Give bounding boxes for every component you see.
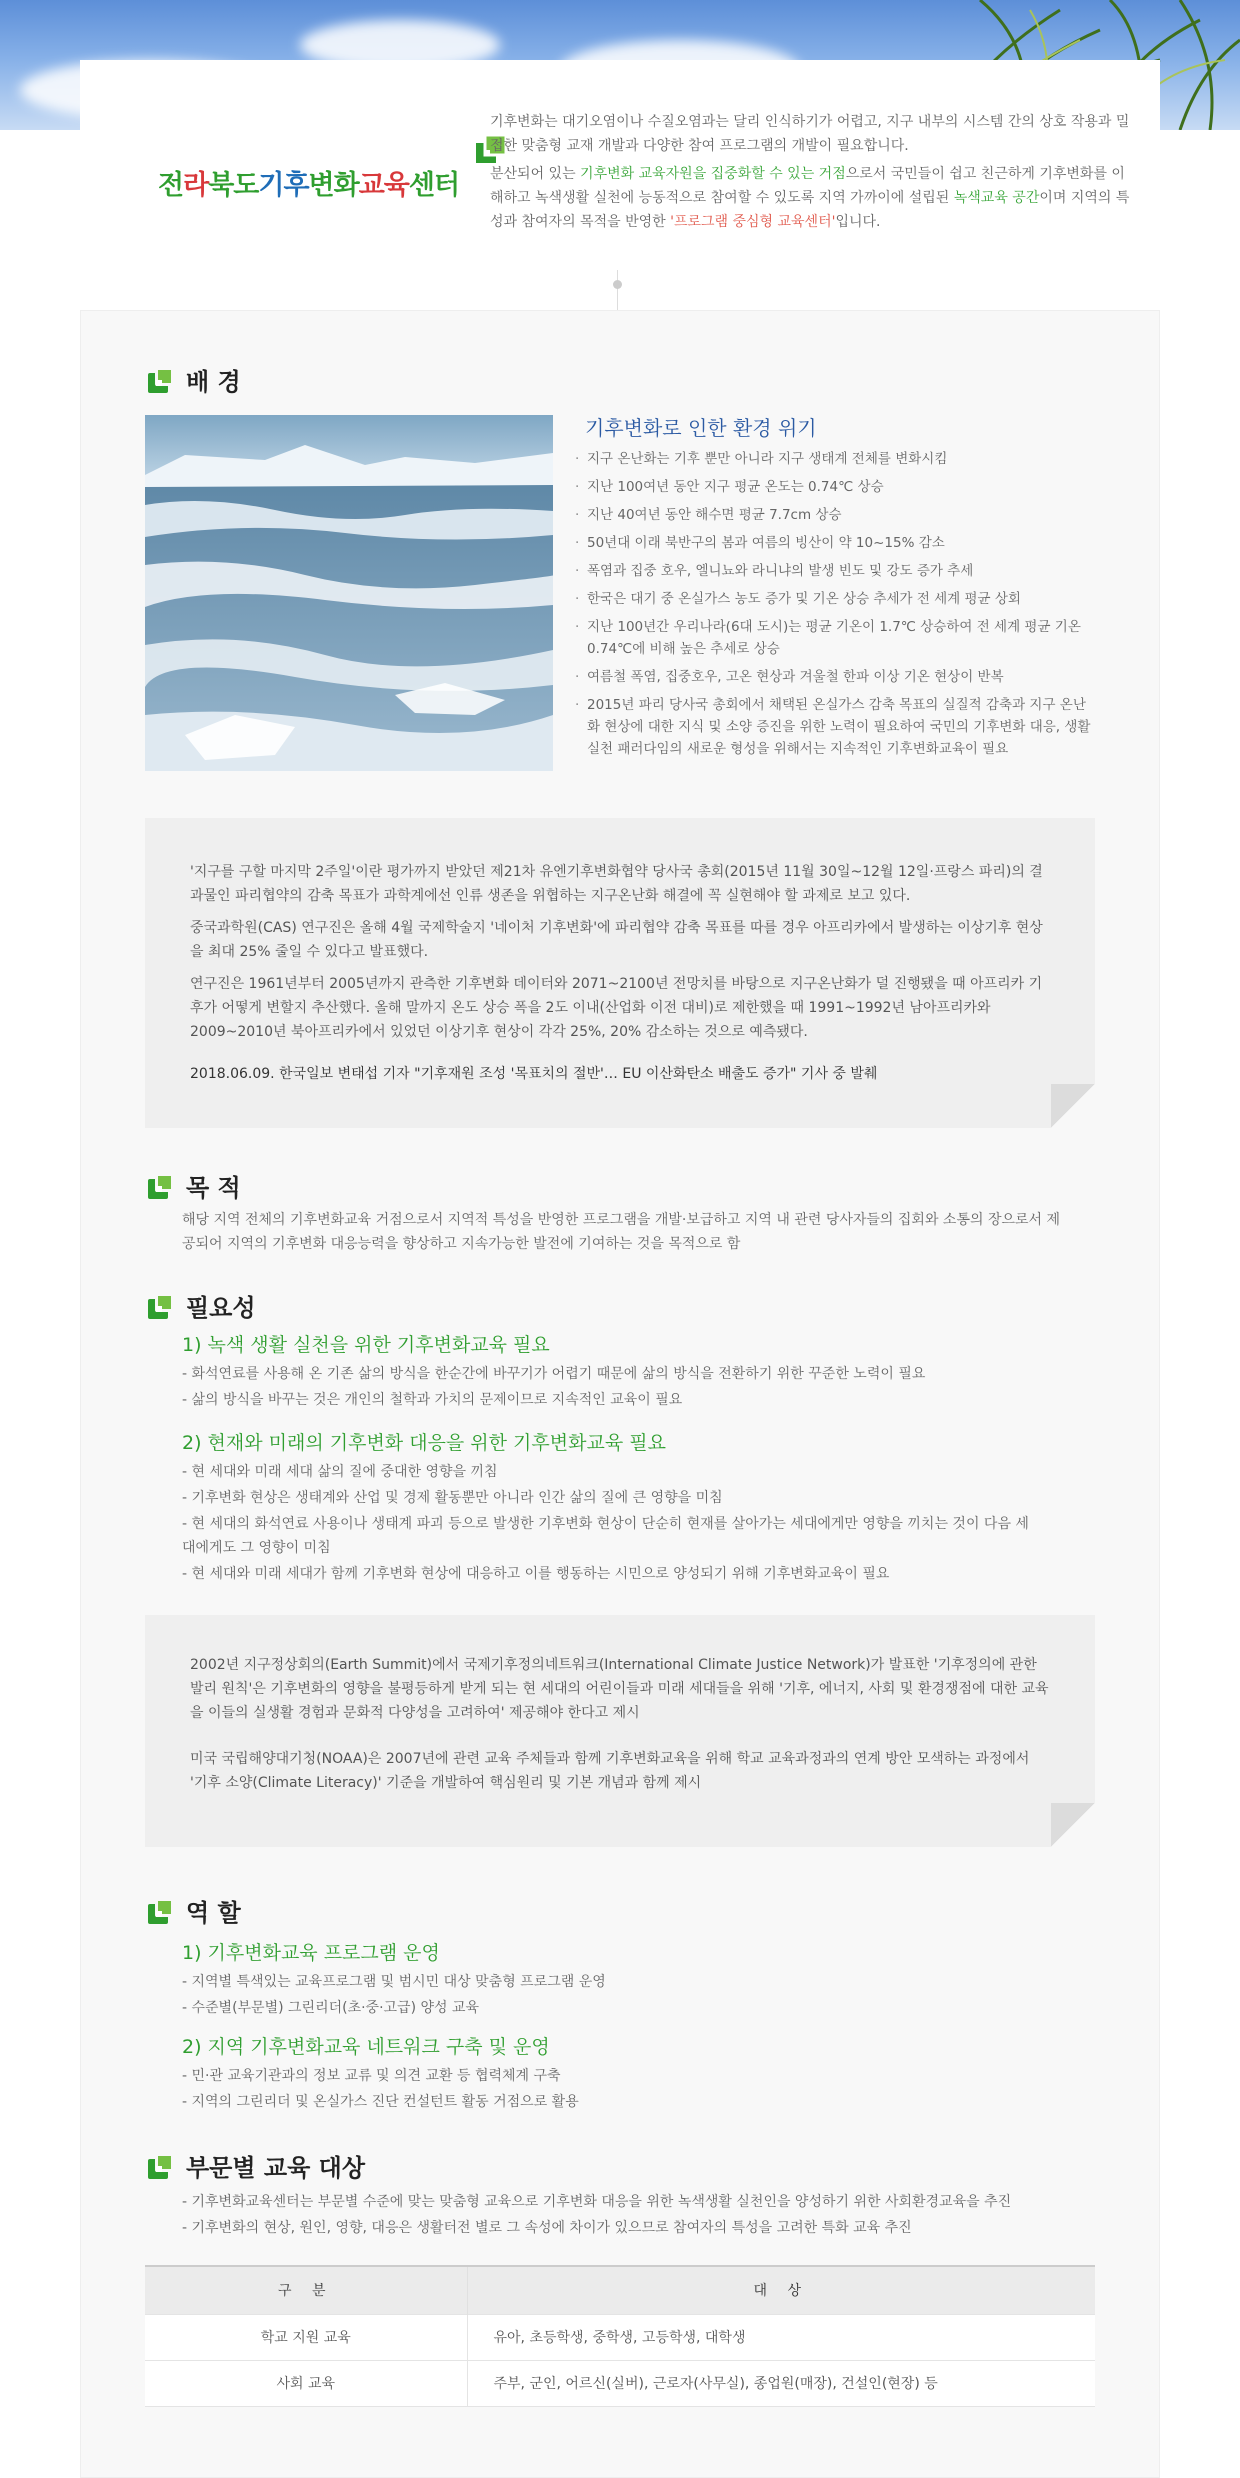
- list-item: - 기후변화 현상은 생태계와 산업 및 경제 활동뿐만 아니라 인간 삶의 질에 큰 영향을 미침: [182, 1490, 723, 1506]
- necessity-list-2: [182, 1460, 1032, 1588]
- center-logo[interactable]: [158, 135, 518, 215]
- quote-box-policy: [145, 1615, 1095, 1847]
- list-item: - 지역의 그린리더 및 온실가스 진단 컨설턴트 활동 거점으로 활용: [182, 2094, 579, 2110]
- intro-highlight-green: 녹색교육 공간: [953, 190, 1040, 206]
- section-title-targets: [148, 2148, 365, 2183]
- section-icon: [148, 2153, 174, 2179]
- section-icon: [148, 367, 174, 393]
- list-item: · 한국은 대기 중 온실가스 농도 증가 및 기온 상승 추세가 전 세계 평균 상회: [575, 588, 1095, 610]
- list-item: - 현 세대의 화석연료 사용이나 생태계 파괴 등으로 발생한 기후변화 현상이 단순히 현재를 살아가는 세대에게만 영향을 끼치는 것이 다음 세대에게도 그 영향이 미침: [182, 1516, 1029, 1556]
- logo-text-part: 변화: [308, 170, 359, 201]
- section-title-text: 목 적: [186, 1174, 241, 1202]
- section-icon: [148, 1898, 174, 1924]
- table-cell-target: 주부, 군인, 어르신(실버), 근로자(사무실), 종업원(매장), 건설인(현장) 등: [467, 2360, 1095, 2406]
- list-item: · 폭염과 집중 호우, 엘니뇨와 라니냐의 발생 빈도 및 강도 증가 추세: [575, 560, 1095, 582]
- section-title-text: 배 경: [186, 368, 241, 396]
- section-title-text: 필요성: [186, 1294, 256, 1322]
- list-item: · 지난 40여년 동안 해수면 평균 7.7cm 상승: [575, 504, 1095, 526]
- section-title-purpose: [148, 1168, 241, 1203]
- role-subheading-1: 1) 기후변화교육 프로그램 운영: [182, 1942, 440, 1964]
- logo-text-part: 교육: [358, 170, 409, 201]
- necessity-subheading-2: 2) 현재와 미래의 기후변화 대응을 위한 기후변화교육 필요: [182, 1432, 666, 1454]
- quote-source: 2018.06.09. 한국일보 변태섭 기자 "기후재원 조성 '목표치의 절반'… EU 이산화탄소 배출도 증가" 기사 중 발췌: [190, 1066, 878, 1082]
- logo-text-part: 전: [158, 170, 184, 201]
- quote-box-news: [145, 818, 1095, 1128]
- table-cell-category: 학교 지원 교육: [145, 2314, 467, 2360]
- role-subheading-2: 2) 지역 기후변화교육 네트워크 구축 및 운영: [182, 2036, 550, 2058]
- quote-paragraph: 중국과학원(CAS) 연구진은 올해 4월 국제학술지 '네이처 기후변화'에 파리협약 감축 목표를 따를 경우 아프리카에서 발생하는 이상기후 현상을 최대 25% 줄일 수 있다고 발표했다.: [190, 920, 1043, 960]
- list-item: - 화석연료를 사용해 온 기존 삶의 방식을 한순간에 바꾸기가 어렵기 때문에 삶의 방식을 전환하기 위한 꾸준한 노력이 필요: [182, 1366, 926, 1382]
- section-title-role: [148, 1893, 241, 1928]
- intro-paragraph-1: 기후변화는 대기오염이나 수질오염과는 달리 인식하기가 어렵고, 지구 내부의 시스템 간의 상호 작용과 밀접한 맞춤형 교재 개발과 다양한 참여 프로그램의 개발이 필요합니다.: [490, 114, 1130, 154]
- section-icon: [148, 1293, 174, 1319]
- table-cell-target: 유아, 초등학생, 중학생, 고등학생, 대학생: [467, 2314, 1095, 2360]
- quote-paragraph: '지구를 구할 마지막 2주일'이란 평가까지 받았던 제21차 유엔기후변화협약 당사국 총회(2015년 11월 30일~12월 12일·프랑스 파리)의 결과물인 파리협약의 감축 목표가 과학계에선 인류 생존을 위협하는 지구온난화 해결에 꼭 실현해야 할 과제로 보고 있다.: [190, 864, 1043, 904]
- divider-dot: [613, 280, 622, 289]
- page-fold-corner: [1051, 1084, 1095, 1128]
- intro-highlight-green: 기후변화 교육자원을 집중화할 수 있는 거점: [580, 166, 846, 182]
- table-row: [145, 2360, 1095, 2406]
- list-item: - 민·관 교육기관과의 정보 교류 및 의견 교환 등 협력체계 구축: [182, 2068, 561, 2084]
- purpose-text: 해당 지역 전체의 기후변화교육 거점으로서 지역적 특성을 반영한 프로그램을 개발·보급하고 지역 내 관련 당사자들의 집회와 소통의 장으로서 제공되어 지역의 기후변화 대응능력을 향상하고 지속가능한 발전에 기여하는 것을 목적으로 함: [182, 1212, 1061, 1252]
- logo-text-part: 센터: [408, 170, 460, 201]
- list-item: · 지구 온난화는 기후 뿐만 아니라 지구 생태계 전체를 변화시킴: [575, 448, 1095, 470]
- list-item: - 수준별(부문별) 그린리더(초·중·고급) 양성 교육: [182, 2000, 480, 2016]
- intro-text-run: 분산되어 있는: [490, 166, 581, 182]
- list-item: · 2015년 파리 당사국 총회에서 채택된 온실가스 감축 목표의 실질적 감축과 지구 온난화 현상에 대한 지식 및 소양 증진을 위한 노력이 필요하여 국민의 기후변화 대응, 생활 실천 패러다임의 새로운 형성을 위해서는 지속적인 기후변화교육이 필요: [575, 694, 1095, 760]
- table-header-row: [145, 2266, 1095, 2314]
- section-title-necessity: [148, 1288, 256, 1323]
- intro-card: [80, 60, 1160, 290]
- section-title-background: [148, 362, 241, 397]
- table-row: [145, 2314, 1095, 2360]
- intro-highlight-red: '프로그램 중심형 교육센터': [670, 214, 836, 230]
- list-item: - 기후변화의 현상, 원인, 영향, 대응은 생활터전 별로 그 속성에 차이가 있으므로 참여자의 특성을 고려한 특화 교육 추진: [182, 2220, 912, 2236]
- intro-text-run: 이며 지역의 특성과 참여자의 목적을 반영한: [490, 190, 1130, 230]
- targets-list: [182, 2190, 1082, 2242]
- logo-text-part: 라: [183, 170, 209, 201]
- list-item: - 삶의 방식을 바꾸는 것은 개인의 철학과 가치의 문제이므로 지속적인 교육이 필요: [182, 1392, 683, 1408]
- crisis-list: [575, 448, 1095, 766]
- quote-paragraph: 미국 국립해양대기청(NOAA)은 2007년에 관련 교육 주체들과 함께 기후변화교육을 위해 학교 교육과정과의 연계 방안 모색하는 과정에서 '기후 소양(Climate Literacy)' 기준을 개발하여 핵심원리 및 기본 개념과 함께 제시: [190, 1751, 1030, 1791]
- section-title-text: 역 할: [186, 1899, 241, 1927]
- glacier-image: [145, 415, 553, 771]
- list-item: · 지난 100여년 동안 지구 평균 온도는 0.74℃ 상승: [575, 476, 1095, 498]
- list-item: - 지역별 특색있는 교육프로그램 및 범시민 대상 맞춤형 프로그램 운영: [182, 1974, 606, 1990]
- intro-text-run: 입니다.: [835, 214, 881, 230]
- page-fold-corner: [1051, 1803, 1095, 1847]
- logo-text: [158, 163, 459, 202]
- intro-text-run: 으로서 국민들이 쉽고 친근하게 기후변화를 이해하고 녹색생활 실천에 능동적으로 참여할 수 있도록 지역 가까이에 설립된: [490, 166, 1125, 206]
- necessity-subheading-1: 1) 녹색 생활 실천을 위한 기후변화교육 필요: [182, 1334, 550, 1356]
- section-icon: [148, 1173, 174, 1199]
- list-item: - 기후변화교육센터는 부문별 수준에 맞는 맞춤형 교육으로 기후변화 대응을 위한 녹색생활 실천인을 양성하기 위한 사회환경교육을 추진: [182, 2194, 1012, 2210]
- list-item: - 현 세대와 미래 세대가 함께 기후변화 현상에 대응하고 이를 행동하는 시민으로 양성되기 위해 기후변화교육이 필요: [182, 1566, 890, 1582]
- necessity-list-1: [182, 1362, 1062, 1414]
- list-item: · 지난 100년간 우리나라(6대 도시)는 평균 기온이 1.7℃ 상승하여 전 세계 평균 기온 0.74℃에 비해 높은 추세로 상승: [575, 616, 1095, 660]
- education-target-table: [145, 2265, 1095, 2407]
- role-list-1: [182, 1970, 1062, 2022]
- list-item: · 여름철 폭염, 집중호우, 고온 현상과 겨울철 한파 이상 기온 현상이 반복: [575, 666, 1095, 688]
- table-cell-category: 사회 교육: [145, 2360, 467, 2406]
- list-item: - 현 세대와 미래 세대 삶의 질에 중대한 영향을 끼침: [182, 1464, 498, 1480]
- column-header-target: 대 상: [467, 2266, 1095, 2314]
- intro-paragraph-2: [490, 162, 1130, 234]
- crisis-title: 기후변화로 인한 환경 위기: [585, 416, 817, 440]
- quote-paragraph: 연구진은 1961년부터 2005년까지 관측한 기후변화 데이터와 2071~2100년 전망치를 바탕으로 지구온난화가 덜 진행됐을 때 아프리카 기후가 어떻게 변할지 추산했다. 올해 말까지 온도 상승 폭을 2도 이내(산업화 이전 대비)로 제한했을 때 1991~1992년 남아프리카와 2009~2010년 북아프리카에서 있었던 이상기후 현상이 각각 25%, 20% 감소하는 것으로 예측됐다.: [190, 976, 1043, 1040]
- intro-text: [490, 110, 1130, 238]
- role-list-2: [182, 2064, 1062, 2116]
- divider-line: [617, 270, 618, 310]
- column-header-category: 구 분: [145, 2266, 467, 2314]
- quote-paragraph: 2002년 지구정상회의(Earth Summit)에서 국제기후정의네트워크(International Climate Justice Network)가 발표한 '기후정의에 관한 발리 원칙'은 기후변화의 영향을 불평등하게 받게 되는 현 세대의 어린이들과 미래 세대들을 위해 '기후, 에너지, 사회 및 환경쟁점에 대한 교육을 이들의 실생활 경험과 문화적 다양성을 고려하여' 제공해야 한다고 제시: [190, 1657, 1049, 1721]
- logo-text-part: 북도: [208, 170, 259, 201]
- list-item: · 50년대 이래 북반구의 봄과 여름의 빙산이 약 10~15% 감소: [575, 532, 1095, 554]
- section-title-text: 부문별 교육 대상: [186, 2154, 365, 2182]
- logo-text-part: 기후: [258, 170, 309, 201]
